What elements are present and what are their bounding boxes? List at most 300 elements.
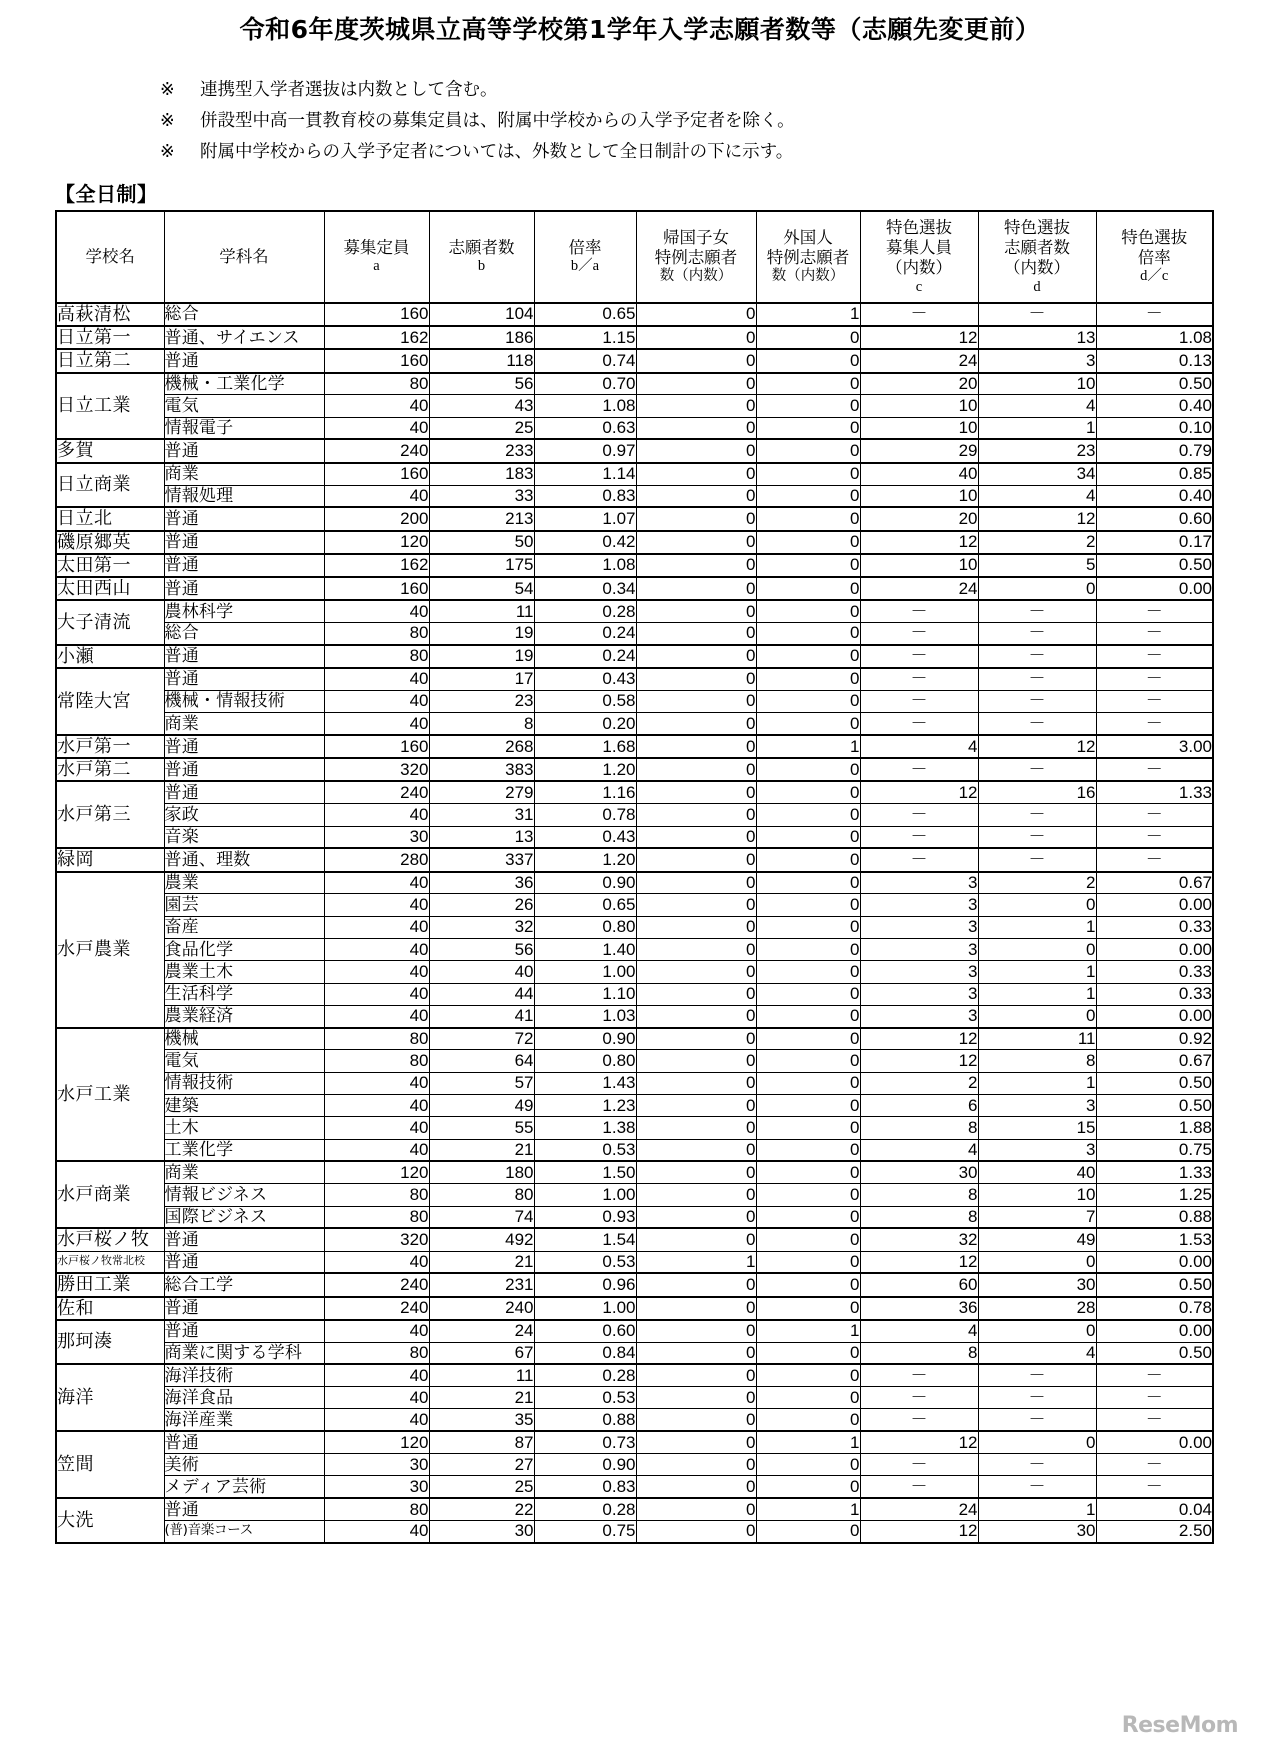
table-row	[56, 1228, 1213, 1251]
cell-special-quota: －	[860, 1454, 978, 1476]
cell-special-ratio: 1.08	[1096, 326, 1213, 349]
cell-quota: 240	[324, 439, 429, 462]
cell-ratio: 0.90	[534, 1028, 636, 1050]
cell-foreign: 0	[756, 600, 860, 622]
cell-applicants: 11	[429, 1364, 534, 1386]
cell-ratio: 0.53	[534, 1139, 636, 1161]
cell-returnee: 0	[636, 1476, 756, 1498]
cell-applicants: 43	[429, 395, 534, 417]
col-header-quota-line1: 募集定員	[343, 238, 410, 258]
cell-returnee: 0	[636, 531, 756, 554]
cell-school-name: 佐和	[56, 1297, 164, 1320]
table-row	[56, 983, 1213, 1005]
cell-special-ratio: 0.50	[1096, 1342, 1213, 1364]
cell-foreign: 0	[756, 804, 860, 826]
table-row	[56, 373, 1213, 395]
cell-ratio: 0.75	[534, 1520, 636, 1542]
cell-special-quota: 12	[860, 1251, 978, 1273]
cell-ratio: 0.73	[534, 1431, 636, 1453]
note-text: 併設型中高一貫教育校の募集定員は、附属中学校からの入学予定者を除く。	[200, 110, 795, 131]
cell-special-quota: 30	[860, 1161, 978, 1183]
cell-special-quota: －	[860, 645, 978, 668]
cell-ratio: 0.42	[534, 531, 636, 554]
cell-special-ratio: －	[1096, 1476, 1213, 1498]
cell-foreign: 0	[756, 894, 860, 916]
cell-department-name: 普通	[164, 507, 324, 530]
col-header-special-ratio-formula: d／c	[1140, 268, 1169, 285]
cell-special-ratio: 0.75	[1096, 1139, 1213, 1161]
cell-special-ratio: －	[1096, 600, 1213, 622]
cell-quota: 40	[324, 872, 429, 894]
cell-special-applicants: 34	[978, 463, 1096, 485]
cell-special-ratio: 0.60	[1096, 507, 1213, 530]
cell-quota: 320	[324, 1228, 429, 1251]
cell-special-quota: 32	[860, 1228, 978, 1251]
table-row	[56, 1498, 1213, 1520]
cell-returnee: 0	[636, 1228, 756, 1251]
cell-special-quota: 12	[860, 1050, 978, 1072]
cell-applicants: 268	[429, 735, 534, 758]
cell-ratio: 1.00	[534, 1297, 636, 1320]
cell-applicants: 56	[429, 373, 534, 395]
cell-school-name: 大子清流	[56, 600, 164, 645]
cell-returnee: 0	[636, 916, 756, 938]
cell-quota: 30	[324, 1454, 429, 1476]
cell-applicants: 233	[429, 439, 534, 462]
cell-special-quota: －	[860, 713, 978, 735]
cell-applicants: 64	[429, 1050, 534, 1072]
cell-ratio: 0.93	[534, 1206, 636, 1228]
cell-foreign: 0	[756, 349, 860, 372]
table-header	[56, 211, 1213, 303]
cell-applicants: 30	[429, 1520, 534, 1542]
cell-special-applicants: －	[978, 645, 1096, 668]
cell-special-ratio: 1.33	[1096, 781, 1213, 803]
cell-foreign: 0	[756, 485, 860, 507]
cell-foreign: 0	[756, 507, 860, 530]
table-row	[56, 349, 1213, 372]
cell-quota: 160	[324, 463, 429, 485]
cell-special-quota: －	[860, 1476, 978, 1498]
cell-foreign: 0	[756, 1251, 860, 1273]
cell-applicants: 24	[429, 1320, 534, 1342]
cell-foreign: 0	[756, 1206, 860, 1228]
cell-foreign: 0	[756, 1184, 860, 1206]
cell-returnee: 0	[636, 1498, 756, 1520]
cell-quota: 40	[324, 894, 429, 916]
cell-school-name: 水戸桜ノ牧常北校	[56, 1251, 164, 1273]
cell-returnee: 0	[636, 1117, 756, 1139]
cell-applicants: 19	[429, 623, 534, 645]
cell-department-name: 土木	[164, 1117, 324, 1139]
cell-special-ratio: －	[1096, 1409, 1213, 1431]
cell-returnee: 0	[636, 623, 756, 645]
cell-special-quota: 12	[860, 781, 978, 803]
col-header-foreign-line2: 特例志願者	[766, 248, 850, 268]
cell-department-name: 総合工学	[164, 1273, 324, 1296]
cell-ratio: 1.54	[534, 1228, 636, 1251]
cell-quota: 40	[324, 1520, 429, 1542]
cell-quota: 40	[324, 1409, 429, 1431]
cell-department-name: 普通	[164, 645, 324, 668]
table-row	[56, 1409, 1213, 1431]
note-text: 連携型入学者選抜は内数として含む。	[200, 79, 498, 100]
cell-department-name: 普通	[164, 781, 324, 803]
cell-foreign: 0	[756, 463, 860, 485]
cell-department-name: 情報技術	[164, 1072, 324, 1094]
cell-foreign: 0	[756, 577, 860, 600]
cell-special-quota: 10	[860, 554, 978, 577]
table-row	[56, 1297, 1213, 1320]
cell-applicants: 41	[429, 1005, 534, 1027]
table-row	[56, 303, 1213, 326]
cell-ratio: 1.08	[534, 554, 636, 577]
cell-applicants: 25	[429, 1476, 534, 1498]
cell-special-applicants: 4	[978, 485, 1096, 507]
cell-applicants: 213	[429, 507, 534, 530]
cell-school-name: 高萩清松	[56, 303, 164, 326]
cell-department-name: 音楽	[164, 826, 324, 848]
cell-foreign: 0	[756, 326, 860, 349]
cell-special-quota: 10	[860, 485, 978, 507]
col-header-applicants-line1: 志願者数	[448, 238, 515, 258]
cell-special-quota: 6	[860, 1095, 978, 1117]
cell-ratio: 1.14	[534, 463, 636, 485]
cell-quota: 40	[324, 395, 429, 417]
col-header-foreign-line1: 外国人	[783, 227, 833, 247]
cell-returnee: 0	[636, 303, 756, 326]
cell-ratio: 1.10	[534, 983, 636, 1005]
cell-special-applicants: 3	[978, 1139, 1096, 1161]
table-row	[56, 690, 1213, 712]
cell-special-ratio: 0.78	[1096, 1297, 1213, 1320]
cell-quota: 320	[324, 758, 429, 781]
cell-special-applicants: 3	[978, 1095, 1096, 1117]
cell-department-name: 食品化学	[164, 938, 324, 960]
note-line	[160, 77, 1280, 104]
cell-applicants: 32	[429, 916, 534, 938]
cell-special-applicants: 10	[978, 373, 1096, 395]
cell-foreign: 0	[756, 983, 860, 1005]
cell-department-name: 普通	[164, 758, 324, 781]
cell-foreign: 1	[756, 303, 860, 326]
cell-ratio: 0.28	[534, 600, 636, 622]
cell-returnee: 0	[636, 804, 756, 826]
cell-ratio: 0.65	[534, 894, 636, 916]
cell-school-name: 緑岡	[56, 848, 164, 871]
cell-foreign: 0	[756, 1095, 860, 1117]
cell-ratio: 0.24	[534, 623, 636, 645]
cell-special-ratio: 0.40	[1096, 395, 1213, 417]
col-header-special-ratio-line1: 特色選抜	[1121, 228, 1188, 248]
cell-ratio: 0.60	[534, 1320, 636, 1342]
cell-returnee: 0	[636, 1028, 756, 1050]
cell-quota: 162	[324, 326, 429, 349]
cell-department-name: 普通	[164, 439, 324, 462]
cell-department-name: 生活科学	[164, 983, 324, 1005]
table-row	[56, 1320, 1213, 1342]
cell-special-ratio: 0.92	[1096, 1028, 1213, 1050]
table-row	[56, 872, 1213, 894]
cell-department-name: 普通	[164, 349, 324, 372]
cell-foreign: 0	[756, 1454, 860, 1476]
cell-applicants: 44	[429, 983, 534, 1005]
cell-special-ratio: 0.00	[1096, 1431, 1213, 1453]
cell-special-ratio: －	[1096, 645, 1213, 668]
cell-special-ratio: 0.50	[1096, 373, 1213, 395]
cell-ratio: 1.23	[534, 1095, 636, 1117]
cell-foreign: 0	[756, 668, 860, 690]
col-header-special-quota-line1: 特色選抜	[886, 218, 952, 238]
cell-returnee: 0	[636, 507, 756, 530]
cell-department-name: 商業	[164, 713, 324, 735]
cell-department-name: 建築	[164, 1095, 324, 1117]
cell-special-quota: 3	[860, 916, 978, 938]
table-row	[56, 623, 1213, 645]
cell-applicants: 8	[429, 713, 534, 735]
cell-returnee: 0	[636, 326, 756, 349]
cell-special-ratio: 0.50	[1096, 1095, 1213, 1117]
cell-quota: 40	[324, 600, 429, 622]
cell-special-applicants: －	[978, 826, 1096, 848]
cell-special-quota: 3	[860, 1005, 978, 1027]
cell-returnee: 0	[636, 961, 756, 983]
cell-special-ratio: 0.33	[1096, 916, 1213, 938]
cell-ratio: 1.03	[534, 1005, 636, 1027]
cell-returnee: 0	[636, 848, 756, 871]
cell-department-name: 農業	[164, 872, 324, 894]
cell-special-quota: 20	[860, 507, 978, 530]
cell-special-ratio: 0.67	[1096, 1050, 1213, 1072]
cell-quota: 40	[324, 1387, 429, 1409]
note-mark-icon: ※	[160, 141, 175, 162]
cell-special-quota: 3	[860, 983, 978, 1005]
cell-foreign: 0	[756, 1409, 860, 1431]
table-row	[56, 1251, 1213, 1273]
cell-department-name: 普通	[164, 1297, 324, 1320]
cell-department-name: 普通、サイエンス	[164, 326, 324, 349]
cell-foreign: 0	[756, 690, 860, 712]
col-header-ratio	[534, 211, 636, 303]
cell-quota: 40	[324, 804, 429, 826]
cell-ratio: 0.90	[534, 872, 636, 894]
cell-department-name: 機械・情報技術	[164, 690, 324, 712]
cell-special-ratio: －	[1096, 303, 1213, 326]
cell-department-name: 機械・工業化学	[164, 373, 324, 395]
cell-special-quota: 12	[860, 1028, 978, 1050]
cell-special-ratio: 0.00	[1096, 894, 1213, 916]
cell-department-name: 総合	[164, 623, 324, 645]
cell-ratio: 1.43	[534, 1072, 636, 1094]
cell-returnee: 0	[636, 373, 756, 395]
cell-quota: 40	[324, 1117, 429, 1139]
table-row	[56, 1476, 1213, 1498]
document-page	[0, 14, 1280, 1764]
cell-special-applicants: －	[978, 623, 1096, 645]
cell-foreign: 0	[756, 758, 860, 781]
cell-department-name: メディア芸術	[164, 1476, 324, 1498]
cell-quota: 40	[324, 916, 429, 938]
table-row	[56, 463, 1213, 485]
cell-returnee: 0	[636, 1364, 756, 1386]
cell-quota: 120	[324, 1161, 429, 1183]
cell-special-quota: 12	[860, 1520, 978, 1542]
cell-special-ratio: 1.33	[1096, 1161, 1213, 1183]
cell-department-name: 海洋技術	[164, 1364, 324, 1386]
cell-department-name: 園芸	[164, 894, 324, 916]
col-header-special-quota	[860, 211, 978, 303]
cell-returnee: 0	[636, 1454, 756, 1476]
cell-foreign: 0	[756, 1364, 860, 1386]
table-row	[56, 758, 1213, 781]
cell-special-applicants: －	[978, 600, 1096, 622]
col-header-special-ratio	[1096, 211, 1213, 303]
table-row	[56, 848, 1213, 871]
cell-special-ratio: －	[1096, 804, 1213, 826]
cell-special-quota: 3	[860, 961, 978, 983]
cell-returnee: 0	[636, 735, 756, 758]
note-mark-icon: ※	[160, 79, 175, 100]
cell-special-applicants: 30	[978, 1520, 1096, 1542]
cell-school-name: 日立工業	[56, 373, 164, 440]
cell-special-applicants: 23	[978, 439, 1096, 462]
cell-special-quota: 60	[860, 1273, 978, 1296]
applicants-table-wrapper	[55, 210, 1212, 1544]
cell-ratio: 0.96	[534, 1273, 636, 1296]
cell-special-applicants: 5	[978, 554, 1096, 577]
cell-special-applicants: －	[978, 758, 1096, 781]
cell-foreign: 0	[756, 1342, 860, 1364]
cell-foreign: 0	[756, 395, 860, 417]
cell-special-quota: －	[860, 826, 978, 848]
col-header-dept	[164, 211, 324, 303]
cell-school-name: 日立北	[56, 507, 164, 530]
cell-special-quota: 20	[860, 373, 978, 395]
cell-returnee: 0	[636, 938, 756, 960]
cell-department-name: 情報処理	[164, 485, 324, 507]
cell-returnee: 0	[636, 713, 756, 735]
cell-quota: 40	[324, 690, 429, 712]
cell-special-applicants: 0	[978, 938, 1096, 960]
cell-special-ratio: 3.00	[1096, 735, 1213, 758]
cell-foreign: 0	[756, 531, 860, 554]
cell-special-ratio: 0.10	[1096, 417, 1213, 439]
table-row	[56, 1139, 1213, 1161]
cell-special-quota: 24	[860, 1498, 978, 1520]
table-row	[56, 1342, 1213, 1364]
cell-special-ratio: 0.04	[1096, 1498, 1213, 1520]
cell-department-name: 普通	[164, 735, 324, 758]
cell-school-name: 勝田工業	[56, 1273, 164, 1296]
cell-returnee: 0	[636, 1184, 756, 1206]
cell-ratio: 0.28	[534, 1364, 636, 1386]
cell-special-quota: 3	[860, 894, 978, 916]
cell-special-applicants: 12	[978, 735, 1096, 758]
cell-foreign: 0	[756, 916, 860, 938]
cell-quota: 40	[324, 668, 429, 690]
cell-special-applicants: 16	[978, 781, 1096, 803]
cell-special-ratio: －	[1096, 623, 1213, 645]
cell-quota: 160	[324, 577, 429, 600]
cell-special-ratio: 0.79	[1096, 439, 1213, 462]
cell-ratio: 1.38	[534, 1117, 636, 1139]
cell-applicants: 11	[429, 600, 534, 622]
cell-special-quota: 40	[860, 463, 978, 485]
cell-special-quota: 12	[860, 531, 978, 554]
cell-department-name: 普通	[164, 577, 324, 600]
col-header-dept-line1: 学科名	[219, 246, 269, 266]
cell-school-name: 水戸農業	[56, 872, 164, 1028]
table-row	[56, 1117, 1213, 1139]
col-header-quota-symbol: a	[373, 258, 380, 275]
cell-returnee: 0	[636, 1072, 756, 1094]
cell-quota: 40	[324, 1005, 429, 1027]
cell-ratio: 1.68	[534, 735, 636, 758]
cell-department-name: 普通	[164, 1228, 324, 1251]
cell-department-name: 農林科学	[164, 600, 324, 622]
cell-special-ratio: 0.88	[1096, 1206, 1213, 1228]
cell-quota: 162	[324, 554, 429, 577]
cell-foreign: 0	[756, 439, 860, 462]
col-header-special-quota-line2: 募集人員	[886, 238, 952, 258]
cell-special-quota: 8	[860, 1206, 978, 1228]
cell-ratio: 0.80	[534, 916, 636, 938]
cell-returnee: 0	[636, 554, 756, 577]
cell-foreign: 0	[756, 1050, 860, 1072]
cell-special-ratio: 0.33	[1096, 961, 1213, 983]
cell-special-ratio: －	[1096, 1454, 1213, 1476]
cell-ratio: 1.00	[534, 961, 636, 983]
cell-returnee: 0	[636, 349, 756, 372]
cell-returnee: 1	[636, 1251, 756, 1273]
cell-returnee: 0	[636, 1161, 756, 1183]
cell-applicants: 31	[429, 804, 534, 826]
col-header-school	[56, 211, 164, 303]
cell-special-quota: －	[860, 623, 978, 645]
table-row	[56, 439, 1213, 462]
col-header-special-quota-line3: （内数）	[886, 258, 952, 278]
cell-returnee: 0	[636, 1206, 756, 1228]
cell-quota: 120	[324, 1431, 429, 1453]
cell-quota: 80	[324, 1184, 429, 1206]
cell-ratio: 0.58	[534, 690, 636, 712]
cell-department-name: 農業土木	[164, 961, 324, 983]
cell-returnee: 0	[636, 826, 756, 848]
cell-special-ratio: －	[1096, 758, 1213, 781]
table-row	[56, 781, 1213, 803]
table-row	[56, 938, 1213, 960]
cell-returnee: 0	[636, 1095, 756, 1117]
cell-applicants: 175	[429, 554, 534, 577]
cell-ratio: 1.07	[534, 507, 636, 530]
notes-block	[0, 77, 1280, 166]
cell-applicants: 180	[429, 1161, 534, 1183]
cell-special-applicants: 1	[978, 961, 1096, 983]
table-row	[56, 735, 1213, 758]
cell-special-quota: －	[860, 668, 978, 690]
cell-special-quota: 4	[860, 1139, 978, 1161]
cell-returnee: 0	[636, 645, 756, 668]
cell-quota: 80	[324, 1028, 429, 1050]
cell-ratio: 0.90	[534, 1454, 636, 1476]
col-header-special-quota-symbol: c	[915, 278, 923, 295]
cell-foreign: 0	[756, 1387, 860, 1409]
cell-special-applicants: －	[978, 1387, 1096, 1409]
cell-ratio: 1.08	[534, 395, 636, 417]
cell-department-name: 畜産	[164, 916, 324, 938]
cell-special-ratio: 2.50	[1096, 1520, 1213, 1542]
cell-applicants: 72	[429, 1028, 534, 1050]
